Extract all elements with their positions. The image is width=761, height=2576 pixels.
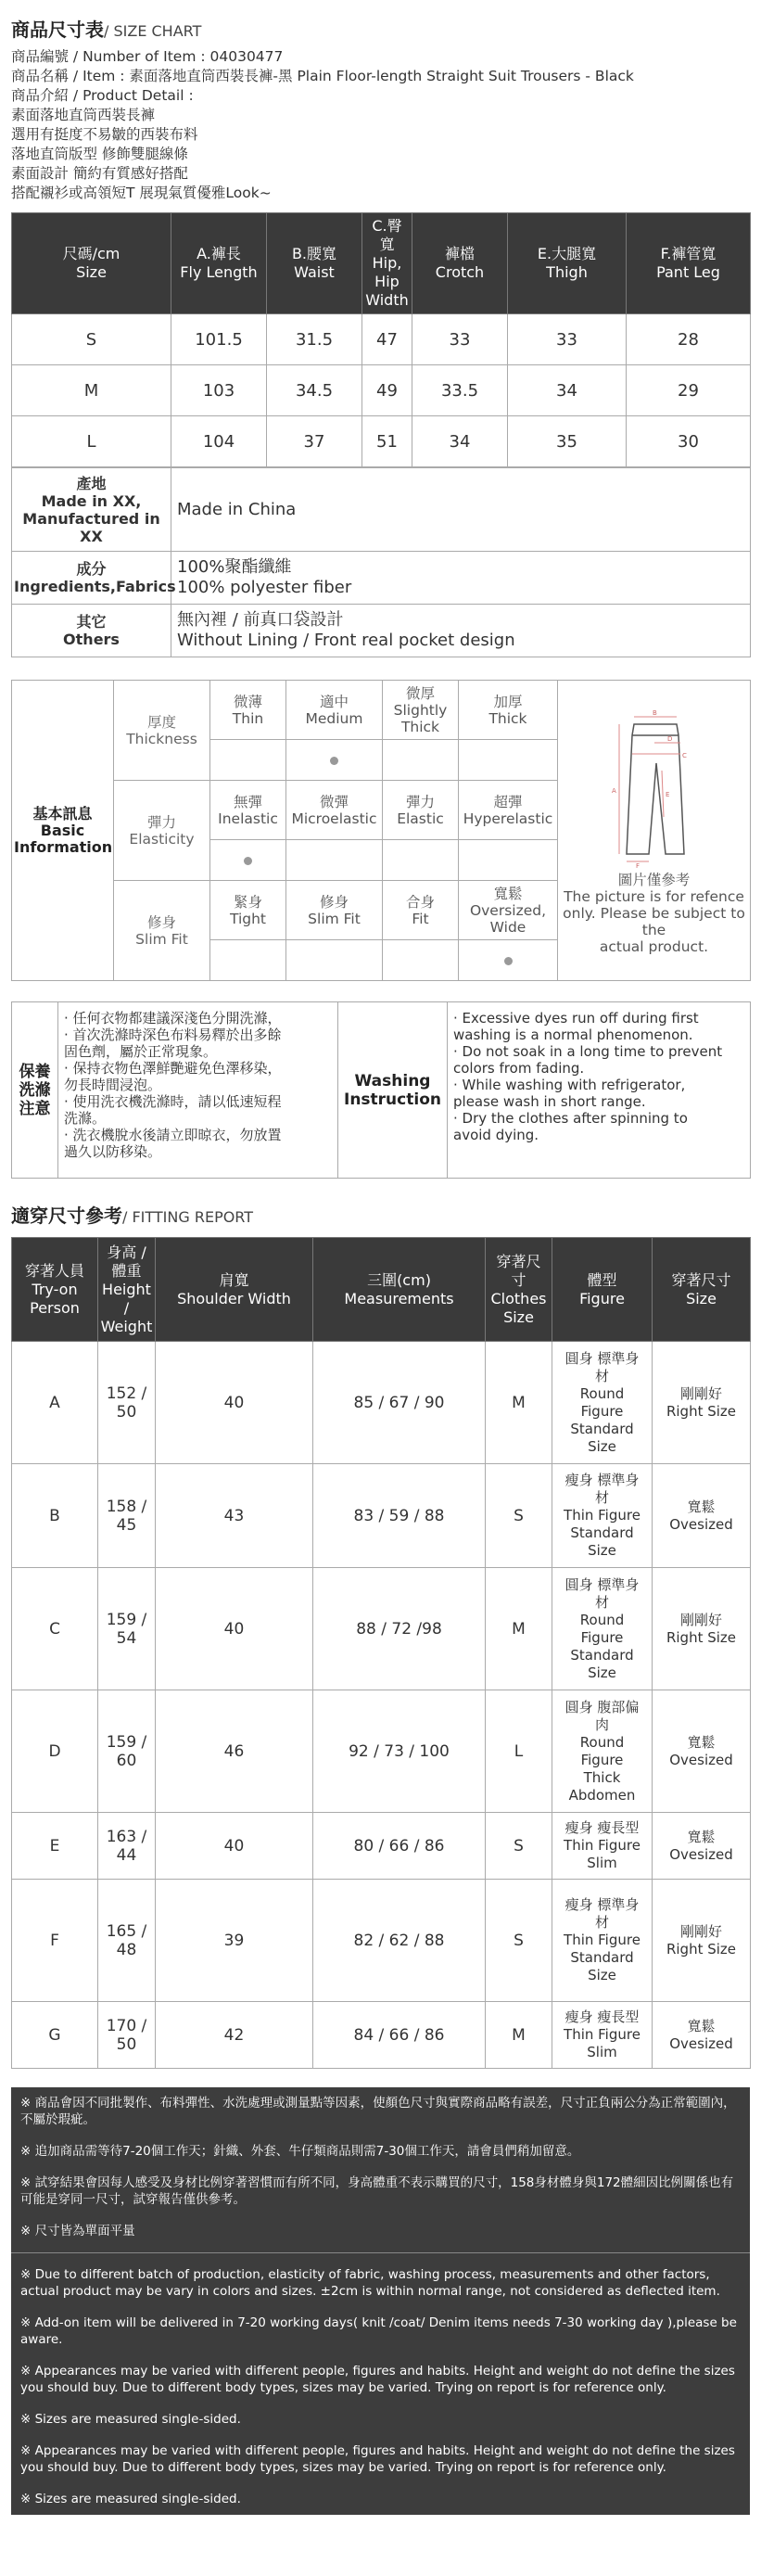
elasticity-hyperelastic: 超彈 Hyperelastic — [459, 781, 558, 840]
note-item: ※ 尺寸皆為單面平量 — [20, 2224, 135, 2238]
size-value-cell: 33.5 — [412, 365, 508, 416]
fitting-row — [12, 2002, 751, 2069]
washing-item: · 保持衣物色澤鮮艷避免色澤移染， 勿長時間浸泡。 — [64, 1060, 282, 1093]
fitting-cell: 寬鬆 Ovesized — [653, 1813, 751, 1880]
fitting-row — [12, 1690, 751, 1813]
size-value-cell: 101.5 — [171, 314, 267, 365]
size-header-cell: B.腰寬 Waist — [267, 213, 362, 314]
washing-zh-list — [58, 1002, 338, 1179]
note-item: ※ 追加商品需等待7-20個工作天；針織、外套、牛仔類商品則需7-30個工作天，請會員們稍加留意。 — [20, 2144, 580, 2159]
fitting-header-cell: 身高 / 體重 Height / Weight — [98, 1238, 156, 1342]
other-row — [12, 605, 751, 657]
meta-table — [11, 467, 751, 657]
thickness-medium: 適中 Medium — [286, 681, 383, 740]
fitting-cell: 82 / 62 / 88 — [313, 1880, 486, 2002]
size-chart-title — [0, 0, 761, 45]
thickness-thin: 微薄 Thin — [210, 681, 286, 740]
fitting-cell: 寬鬆 Ovesized — [653, 2002, 751, 2069]
size-table — [11, 212, 751, 467]
fitting-cell: 92 / 73 / 100 — [313, 1690, 486, 1813]
washing-item: · Do not soak in a long time to prevent colors from fading. — [453, 1043, 723, 1077]
fitting-cell: 159 / 54 — [98, 1568, 156, 1690]
washing-item: · 首次洗滌時深色布料易釋於出多餘 固色劑，屬於正常現象。 — [64, 1027, 282, 1060]
size-value-cell: 49 — [362, 365, 412, 416]
elasticity-inelastic: 無彈 Inelastic — [210, 781, 286, 840]
product-info-line: 搭配襯衫或高領短T 展現氣質優雅Look~ — [11, 185, 272, 201]
fitting-cell: 84 / 66 / 86 — [313, 2002, 486, 2069]
size-header-cell: F.褲管寬 Pant Leg — [627, 213, 751, 314]
product-info-line: 選用有挺度不易皺的西裝布料 — [11, 126, 198, 143]
note-item: ※ Appearances may be varied with different people, figures and habits. Height and weight do not define the sizes you should buy. Due to different body types, sizes may be varied. Trying on report is for reference only. — [20, 2443, 735, 2475]
note-item: ※ Due to different batch of production, elasticity of fabric, washing process, measurements and other factors, actual product may be vary in colors and sizes. ±2cm is within normal range, not considered as deflected item. — [20, 2267, 720, 2299]
note-item: ※ 商品會因不同批製作、布料彈性、水洗處理或測量點等因素，使顏色尺寸與實際商品略有誤差，尺寸正負兩公分為正常範圍內，不屬於瑕疵。 — [20, 2096, 736, 2127]
washing-item: · 洗衣機脫水後請立即晾衣，勿放置 過久以防移染。 — [64, 1127, 282, 1160]
basic-info-table — [11, 680, 751, 981]
fitting-row — [12, 1342, 751, 1464]
fitting-cell: 163 / 44 — [98, 1813, 156, 1880]
size-row — [12, 365, 751, 416]
fitting-header-cell: 肩寬 Shoulder Width — [156, 1238, 313, 1342]
elasticity-elastic: 彈力 Elastic — [383, 781, 459, 840]
diagram-note: 圖片僅參考 The picture is for refence only. Please be subject to the actual product. — [563, 872, 745, 955]
size-value-cell: 103 — [171, 365, 267, 416]
fitting-row — [12, 1880, 751, 2002]
thickness-slightly-thick: 微厚 Slightly Thick — [383, 681, 459, 740]
size-value-cell: 30 — [627, 416, 751, 467]
fitting-cell: 瘦身 瘦長型 Thin Figure Slim — [552, 2002, 653, 2069]
svg-text:E: E — [665, 791, 669, 798]
thickness-selected-dot — [330, 757, 338, 765]
origin-label: 產地 Made in XX, Manufactured in XX — [12, 468, 171, 552]
fitting-cell: 88 / 72 /98 — [313, 1568, 486, 1690]
size-label-cell: L — [12, 416, 171, 467]
fitting-cell: 40 — [156, 1342, 313, 1464]
size-header-cell: A.褲長 Fly Length — [171, 213, 267, 314]
fitting-cell: 170 / 50 — [98, 2002, 156, 2069]
fitting-cell: S — [486, 1464, 552, 1568]
fitting-cell: 寬鬆 Ovesized — [653, 1690, 751, 1813]
size-value-cell: 47 — [362, 314, 412, 365]
fitting-title-en: / FITTING REPORT — [122, 1208, 254, 1226]
fitting-row — [12, 1568, 751, 1690]
size-chart-title-zh: 商品尺寸表 — [11, 19, 104, 41]
fitting-cell: E — [12, 1813, 98, 1880]
size-chart-title-en: / SIZE CHART — [104, 22, 202, 40]
product-info-line: 素面設計 簡約有質感好搭配 — [11, 165, 188, 182]
size-header-cell: E.大腿寬 Thigh — [508, 213, 627, 314]
fitting-cell: 40 — [156, 1568, 313, 1690]
size-value-cell: 34 — [508, 365, 627, 416]
svg-text:F: F — [635, 862, 640, 868]
washing-item: · 使用洗衣機洗滌時，請以低速短程 洗滌。 — [64, 1093, 282, 1127]
washing-en-list — [448, 1002, 751, 1179]
fitting-cell: 43 — [156, 1464, 313, 1568]
thickness-thick: 加厚 Thick — [459, 681, 558, 740]
note-item: ※ Appearances may be varied with different people, figures and habits. Height and weight do not define the sizes you should buy. Due to different body types, sizes may be varied. Trying on report is for reference only. — [20, 2364, 735, 2395]
size-value-cell: 28 — [627, 314, 751, 365]
fitting-cell: 圓身 標準身 材 Round Figure Standard Size — [552, 1568, 653, 1690]
fitting-cell: 圓身 標準身 材 Round Figure Standard Size — [552, 1342, 653, 1464]
size-value-cell: 35 — [508, 416, 627, 467]
washing-en-label: Washing Instruction — [338, 1002, 448, 1179]
thickness-label: 厚度 Thickness — [114, 681, 210, 781]
svg-text:A: A — [611, 787, 616, 795]
fitting-cell: 46 — [156, 1690, 313, 1813]
fitting-cell: 42 — [156, 2002, 313, 2069]
size-header-cell: 尺碼/cm Size — [12, 213, 171, 314]
fitting-cell: S — [486, 1813, 552, 1880]
product-info — [0, 45, 761, 212]
fitting-cell: 83 / 59 / 88 — [313, 1464, 486, 1568]
fitting-cell: 159 / 60 — [98, 1690, 156, 1813]
fit-slim: 修身 Slim Fit — [286, 881, 383, 940]
product-info-line: 商品名稱 / Item : 素面落地直筒西裝長褲-黑 Plain Floor-length Straight Suit Trousers - Black — [11, 68, 634, 84]
size-value-cell: 31.5 — [267, 314, 362, 365]
fitting-cell: F — [12, 1880, 98, 2002]
fitting-cell: 80 / 66 / 86 — [313, 1813, 486, 1880]
size-value-cell: 29 — [627, 365, 751, 416]
elasticity-label: 彈力 Elasticity — [114, 781, 210, 881]
svg-text:C: C — [681, 752, 687, 759]
other-value: 無內裡 / 前真口袋設計 Without Lining / Front real pocket design — [171, 605, 751, 657]
elasticity-selected-dot — [244, 857, 252, 865]
fitting-table — [11, 1237, 751, 2069]
size-value-cell: 33 — [508, 314, 627, 365]
fitting-cell: L — [486, 1690, 552, 1813]
size-value-cell: 33 — [412, 314, 508, 365]
fit-label: 修身 Slim Fit — [114, 881, 210, 981]
size-value-cell: 34 — [412, 416, 508, 467]
fit-selected-dot — [504, 957, 513, 965]
fitting-cell: M — [486, 1568, 552, 1690]
size-table-header — [12, 213, 751, 314]
washing-zh-label: 保養 洗滌 注意 — [12, 1002, 58, 1179]
fitting-cell: 瘦身 標準身 材 Thin Figure Standard Size — [552, 1464, 653, 1568]
fitting-header-cell: 穿著尺寸 Size — [653, 1238, 751, 1342]
fitting-cell: 158 / 45 — [98, 1464, 156, 1568]
fitting-cell: 剛剛好 Right Size — [653, 1880, 751, 2002]
fitting-cell: 瘦身 標準身 材 Thin Figure Standard Size — [552, 1880, 653, 2002]
fit-oversized: 寬鬆 Oversized, Wide — [459, 881, 558, 940]
note-item: ※ Sizes are measured single-sided. — [20, 2492, 241, 2506]
fitting-cell: A — [12, 1342, 98, 1464]
size-header-cell: C.臀 寬 Hip, Hip Width — [362, 213, 412, 314]
fitting-header-cell: 穿著人員 Try-on Person — [12, 1238, 98, 1342]
washing-item: · Dry the clothes after spinning to avoid dying. — [453, 1110, 688, 1143]
origin-row — [12, 468, 751, 552]
product-info-line: 商品介紹 / Product Detail : — [11, 87, 194, 104]
other-label: 其它 Others — [12, 605, 171, 657]
note-item: ※ Add-on item will be delivered in 7-20 working days( knit /coat/ Denim items needs 7-30 working day ),please be aware. — [20, 2315, 737, 2347]
size-value-cell: 104 — [171, 416, 267, 467]
fitting-cell: D — [12, 1690, 98, 1813]
fitting-cell: 圓身 腹部偏 肉 Round Figure Thick Abdomen — [552, 1690, 653, 1813]
fitting-title-zh: 適穿尺寸參考 — [11, 1205, 122, 1227]
product-info-line: 素面落地直筒西裝長褲 — [11, 107, 156, 123]
fitting-cell: S — [486, 1880, 552, 2002]
fitting-header-cell: 體型 Figure — [552, 1238, 653, 1342]
fitting-row — [12, 1464, 751, 1568]
fitting-row — [12, 1813, 751, 1880]
product-info-line: 落地直筒版型 修飾雙腿線條 — [11, 146, 188, 162]
washing-item: · 任何衣物都建議深淺色分開洗滌， — [64, 1010, 282, 1027]
fitting-cell: 剛剛好 Right Size — [653, 1342, 751, 1464]
fitting-header-cell: 穿著尺 寸 Clothes Size — [486, 1238, 552, 1342]
fitting-cell: 寬鬆 Ovesized — [653, 1464, 751, 1568]
fitting-table-header — [12, 1238, 751, 1342]
fitting-header-cell: 三圍(cm) Measurements — [313, 1238, 486, 1342]
fit-fit: 合身 Fit — [383, 881, 459, 940]
size-row — [12, 416, 751, 467]
fitting-cell: M — [486, 2002, 552, 2069]
size-value-cell: 51 — [362, 416, 412, 467]
origin-value: Made in China — [171, 468, 751, 552]
fitting-cell: 剛剛好 Right Size — [653, 1568, 751, 1690]
notes-panel — [11, 2087, 750, 2515]
fitting-cell: 瘦身 瘦長型 Thin Figure Slim — [552, 1813, 653, 1880]
size-header-cell: 褲檔 Crotch — [412, 213, 508, 314]
fitting-cell: B — [12, 1464, 98, 1568]
ingredients-value: 100%聚酯纖維 100% polyester fiber — [171, 552, 751, 605]
fitting-cell: 165 / 48 — [98, 1880, 156, 2002]
trouser-outline-icon — [599, 706, 710, 868]
product-info-line: 商品編號 / Number of Item : 04030477 — [11, 48, 284, 65]
trouser-diagram — [558, 681, 751, 981]
basic-info-label: 基本訊息 Basic Information — [12, 681, 114, 981]
fitting-cell: C — [12, 1568, 98, 1690]
fitting-cell: 39 — [156, 1880, 313, 2002]
fitting-cell: G — [12, 2002, 98, 2069]
note-item: ※ 試穿結果會因每人感受及身材比例穿著習慣而有所不同，身高體重不表示購買的尺寸，158身材體身與172體細因比例關係也有可能是穿同一尺寸，試穿報告僅供參考。 — [20, 2175, 734, 2207]
size-row — [12, 314, 751, 365]
fitting-cell: 152 / 50 — [98, 1342, 156, 1464]
note-item: ※ Sizes are measured single-sided. — [20, 2412, 241, 2427]
washing-table — [11, 1001, 751, 1179]
fitting-title — [0, 1179, 761, 1231]
size-label-cell: S — [12, 314, 171, 365]
fit-tight: 緊身 Tight — [210, 881, 286, 940]
svg-text:D: D — [666, 735, 672, 743]
elasticity-microelastic: 微彈 Microelastic — [286, 781, 383, 840]
ingredients-row — [12, 552, 751, 605]
ingredients-label: 成分 Ingredients,Fabrics — [12, 552, 171, 605]
size-label-cell: M — [12, 365, 171, 416]
svg-text:B: B — [652, 709, 657, 717]
washing-item: · Excessive dyes run off during first washing is a normal phenomenon. — [453, 1010, 699, 1043]
size-value-cell: 37 — [267, 416, 362, 467]
fitting-cell: 85 / 67 / 90 — [313, 1342, 486, 1464]
fitting-cell: M — [486, 1342, 552, 1464]
fitting-cell: 40 — [156, 1813, 313, 1880]
washing-item: · While washing with refrigerator, please wash in short range. — [453, 1077, 686, 1110]
size-value-cell: 34.5 — [267, 365, 362, 416]
